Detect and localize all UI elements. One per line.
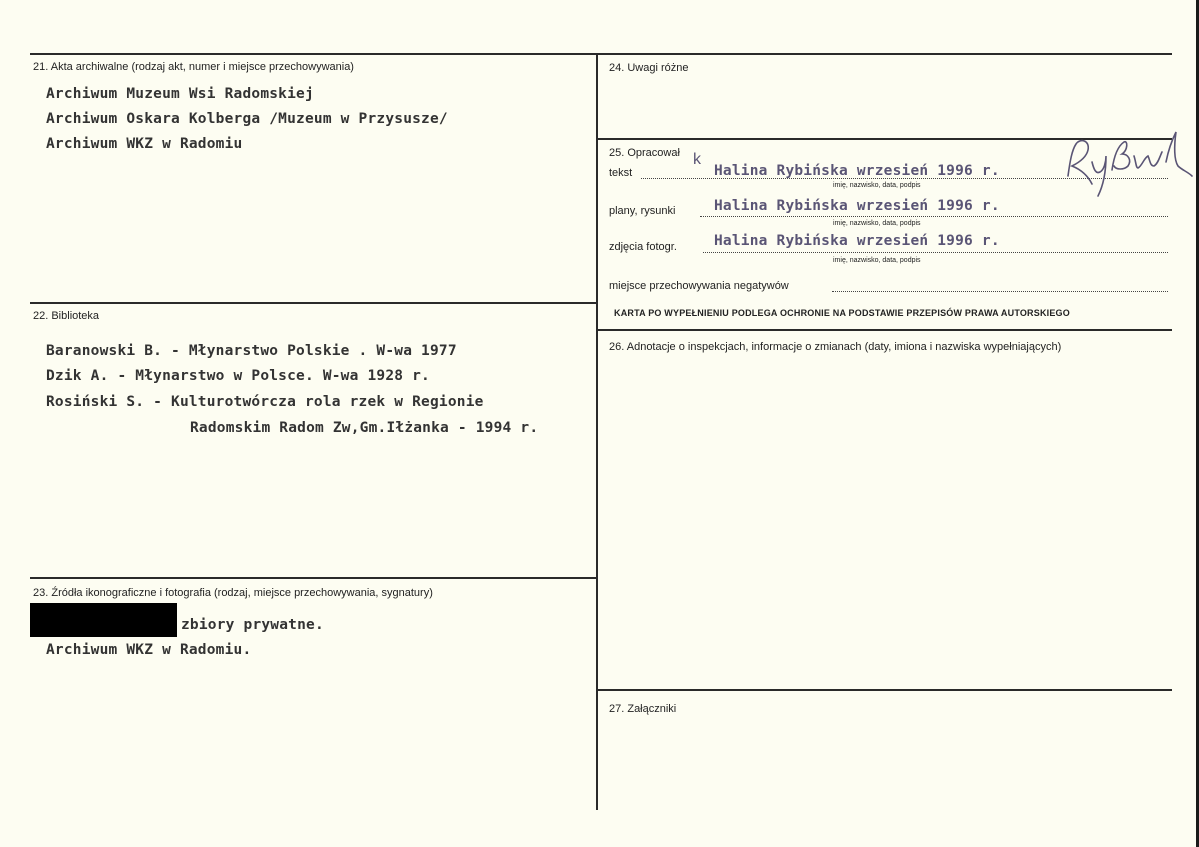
row-text-value: Halina Rybińska wrzesień 1996 r.: [714, 163, 1000, 179]
section-26-label: 26. Adnotacje o inspekcjach, informacje o zmianach (daty, imiona i nazwiska wypełniających): [609, 341, 1062, 353]
section-22-line-4: Radomskim Radom Zw,Gm.Iłżanka - 1994 r.: [190, 420, 539, 436]
section-23-label: 23. Źródła ikonograficzne i fotografia (rodzaj, miejsce przechowywania, sygnatury): [33, 587, 433, 599]
row-plans-caption: imię, nazwisko, data, podpis: [833, 220, 921, 227]
section-21-line-2: Archiwum Oskara Kolberga /Muzeum w Przysusze/: [46, 111, 448, 127]
row-photos-caption: imię, nazwisko, data, podpis: [833, 257, 921, 264]
rule-21-22: [30, 302, 597, 304]
row-plans-dotline: [700, 216, 1168, 217]
section-22-line-3: Rosiński S. - Kulturotwórcza rola rzek w Regionie: [46, 394, 484, 410]
section-24-label: 24. Uwagi różne: [609, 62, 689, 74]
rule-26-27: [597, 689, 1172, 691]
row-text-label: tekst: [609, 167, 633, 179]
section-23-line-2: Archiwum WKZ w Radomiu.: [46, 642, 252, 658]
row-photos-value: Halina Rybińska wrzesień 1996 r.: [714, 233, 1000, 249]
section-23-line-1: zbiory prywatne.: [181, 617, 324, 633]
section-21-line-1: Archiwum Muzeum Wsi Radomskiej: [46, 86, 314, 102]
rule-25-26: [597, 329, 1172, 331]
section-22-line-1: Baranowski B. - Młynarstwo Polskie . W-wa 1977: [46, 343, 457, 359]
section-27-label: 27. Załączniki: [609, 703, 677, 715]
row-photos-label: zdjęcia fotogr.: [609, 241, 677, 253]
center-divider: [596, 53, 598, 810]
section-22-label: 22. Biblioteka: [33, 310, 100, 322]
row-text-caption: imię, nazwisko, data, podpis: [833, 182, 921, 189]
rule-22-23: [30, 577, 597, 579]
negatives-label: miejsce przechowywania negatywów: [609, 280, 789, 292]
row-photos-dotline: [703, 252, 1168, 253]
signature-mark: [1062, 126, 1194, 198]
section-21-label: 21. Akta archiwalne (rodzaj akt, numer i miejsce przechowywania): [33, 61, 354, 73]
section-25-mark: k: [693, 151, 701, 168]
section-21-line-3: Archiwum WKZ w Radomiu: [46, 136, 243, 152]
redaction-block: [30, 603, 177, 637]
row-plans-value: Halina Rybińska wrzesień 1996 r.: [714, 198, 1000, 214]
section-25-label: 25. Opracował: [609, 147, 680, 159]
section-22-line-2: Dzik A. - Młynarstwo w Polsce. W-wa 1928 r.: [46, 368, 430, 384]
top-rule: [30, 53, 1172, 55]
row-plans-label: plany, rysunki: [609, 205, 676, 217]
negatives-dotline: [832, 291, 1168, 292]
copyright-note: KARTA PO WYPEŁNIENIU PODLEGA OCHRONIE NA PODSTAWIE PRZEPISÓW PRAWA AUTORSKIEGO: [614, 308, 1070, 318]
